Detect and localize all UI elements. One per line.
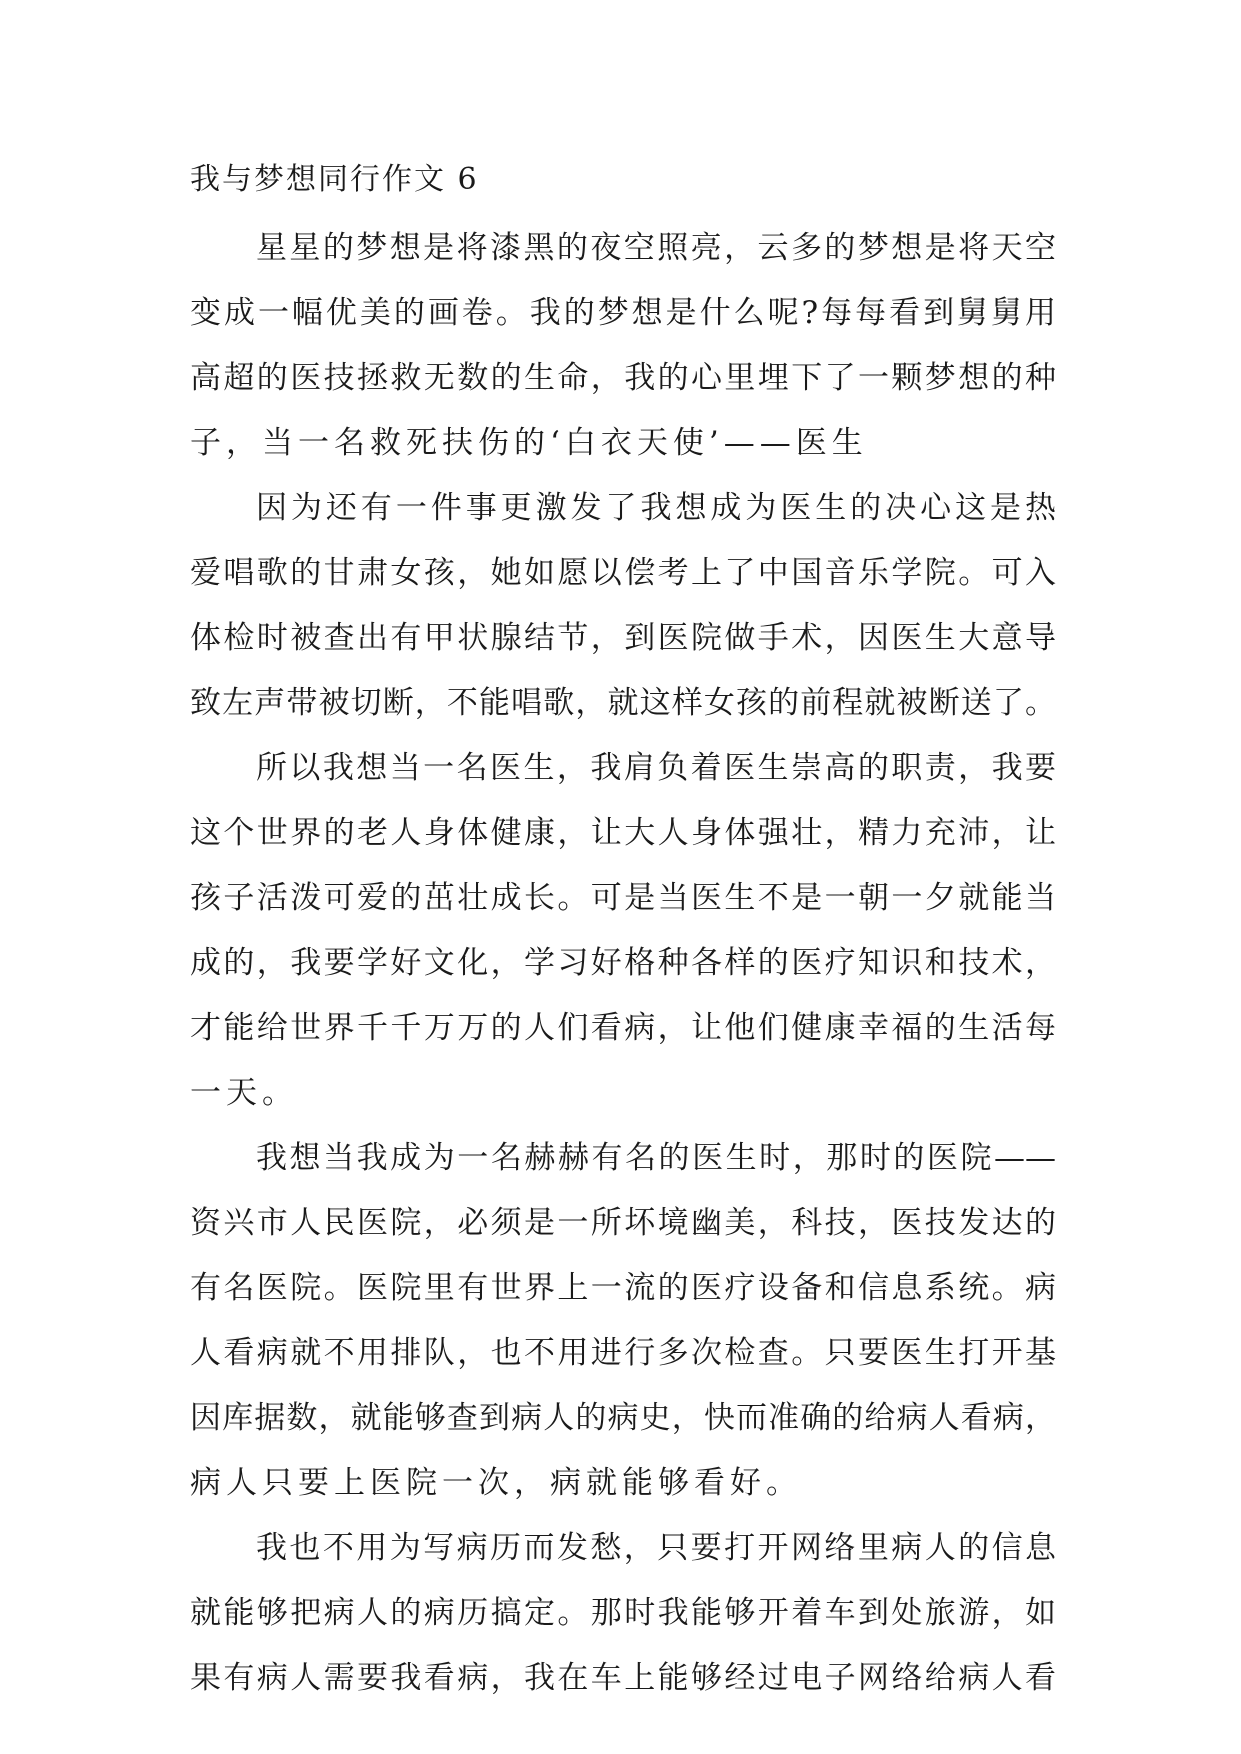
paragraph-3-line-3: 孩子活泼可爱的茁壮成长。可是当医生不是一朝一夕就能当 (190, 880, 1056, 916)
paragraph-4-line-1: 我想当我成为一名赫赫有名的医生时，那时的医院—— (256, 1140, 1056, 1176)
paragraph-3-line-1: 所以我想当一名医生，我肩负着医生崇高的职责，我要 (256, 750, 1056, 786)
paragraph-4-line-3: 有名医院。医院里有世界上一流的医疗设备和信息系统。病 (190, 1270, 1056, 1306)
paragraph-4-line-2: 资兴市人民医院，必须是一所坏境幽美，科技，医技发达的 (190, 1205, 1056, 1241)
paragraph-4-line-6: 病人只要上医院一次，病就能够看好。 (190, 1465, 802, 1501)
paragraph-3-line-6: 一天。 (190, 1075, 298, 1111)
paragraph-5-line-1: 我也不用为写病历而发愁，只要打开网络里病人的信息 (256, 1530, 1056, 1566)
paragraph-3-line-4: 成的，我要学好文化，学习好格种各样的医疗知识和技术， (190, 945, 1056, 981)
paragraph-1-line-2: 变成一幅优美的画卷。我的梦想是什么呢?每每看到舅舅用 (190, 295, 1056, 331)
paragraph-2-line-2: 爱唱歌的甘肃女孩，她如愿以偿考上了中国音乐学院。可入 (190, 555, 1056, 591)
paragraph-1-line-1: 星星的梦想是将漆黑的夜空照亮，云多的梦想是将天空 (256, 230, 1056, 266)
paragraph-1-line-3: 高超的医技拯救无数的生命，我的心里埋下了一颗梦想的种 (190, 360, 1056, 396)
paragraph-5-line-2: 就能够把病人的病历搞定。那时我能够开着车到处旅游，如 (190, 1595, 1056, 1631)
paragraph-4-line-5: 因库据数，就能够查到病人的病史，快而准确的给病人看病， (190, 1400, 1056, 1436)
paragraph-1-line-4: 子，当一名救死扶伤的‘白衣天使’——医生 (190, 425, 868, 461)
paragraph-4-line-4: 人看病就不用排队，也不用进行多次检查。只要医生打开基 (190, 1335, 1056, 1371)
paragraph-5-line-3: 果有病人需要我看病，我在车上能够经过电子网络给病人看 (190, 1660, 1056, 1696)
paragraph-2-line-4: 致左声带被切断，不能唱歌，就这样女孩的前程就被断送了。 (190, 685, 1056, 721)
paragraph-2-line-3: 体检时被查出有甲状腺结节，到医院做手术，因医生大意导 (190, 620, 1056, 656)
paragraph-3-line-5: 才能给世界千千万万的人们看病，让他们健康幸福的生活每 (190, 1010, 1056, 1046)
paragraph-2-line-1: 因为还有一件事更激发了我想成为医生的决心这是热 (256, 490, 1056, 526)
document-title: 我与梦想同行作文 6 (190, 162, 479, 197)
paragraph-3-line-2: 这个世界的老人身体健康，让大人身体强壮，精力充沛，让 (190, 815, 1056, 851)
